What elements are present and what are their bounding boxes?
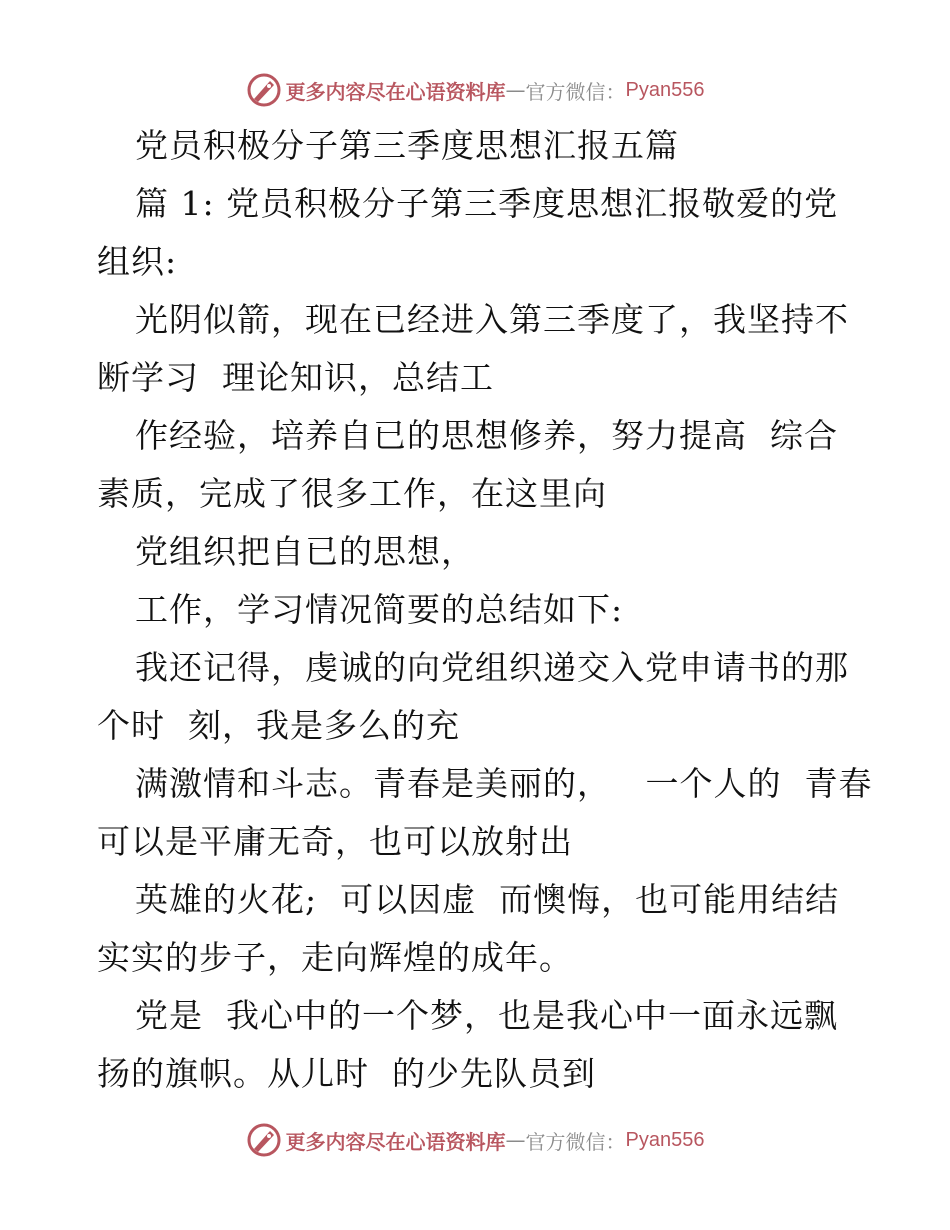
header-banner-separator: — — [505, 78, 526, 102]
header-banner-text: 更多内容尽在心语资料库 — [285, 79, 506, 104]
pen-nib-logo-icon — [246, 72, 282, 108]
text-line: 工作，学习情况简要的总结如下: — [135, 590, 624, 629]
document-body — [97, 117, 873, 1103]
text-line: 光阴似箭，现在已经进入第三季度了，我坚持不 — [135, 300, 849, 339]
text-line: 党组织把自已的思想， — [135, 532, 475, 571]
text-line: 实实的步子，走向辉煌的成年。 — [97, 938, 573, 977]
document-title: 党员积极分子第三季度思想汇报五篇 — [135, 126, 679, 165]
text-line: 篇 1: 党员积极分子第三季度思想汇报敬爱的党 — [135, 184, 839, 223]
header-banner-wechat-id: Pyan556 — [625, 78, 705, 101]
header-banner-label: 官方微信： — [525, 79, 626, 104]
text-line: 个时 刻，我是多么的充 — [97, 706, 460, 745]
footer-banner-text: 更多内容尽在心语资料库 — [285, 1129, 506, 1154]
text-line: 素质，完成了很多工作，在这里向 — [97, 474, 607, 513]
text-line: 扬的旗帜。从儿时 的少先队员到 — [97, 1054, 596, 1093]
text-line: 党是 我心中的一个梦，也是我心中一面永远飘 — [135, 996, 838, 1035]
footer-banner-separator: — — [505, 1128, 526, 1152]
footer-banner-wechat-id: Pyan556 — [625, 1128, 705, 1151]
text-line: 作经验，培养自已的思想修养，努力提高 综合 — [135, 416, 838, 455]
text-line: 我还记得，虔诚的向党组织递交入党申请书的那 — [135, 648, 849, 687]
footer-banner-label: 官方微信： — [525, 1129, 626, 1154]
header-banner — [0, 70, 950, 110]
text-line: 满激情和斗志。青春是美丽的， 一个人的 青春 — [135, 764, 873, 803]
text-line: 组织: — [97, 242, 178, 281]
footer-banner — [0, 1120, 950, 1160]
text-line: 可以是平庸无奇，也可以放射出 — [97, 822, 573, 861]
text-line: 英雄的火花; 可以因虚 而懊悔，也可能用结结 — [135, 880, 840, 919]
text-line: 断学习 理论知识，总结工 — [97, 358, 494, 397]
pen-nib-logo-icon — [246, 1122, 282, 1158]
